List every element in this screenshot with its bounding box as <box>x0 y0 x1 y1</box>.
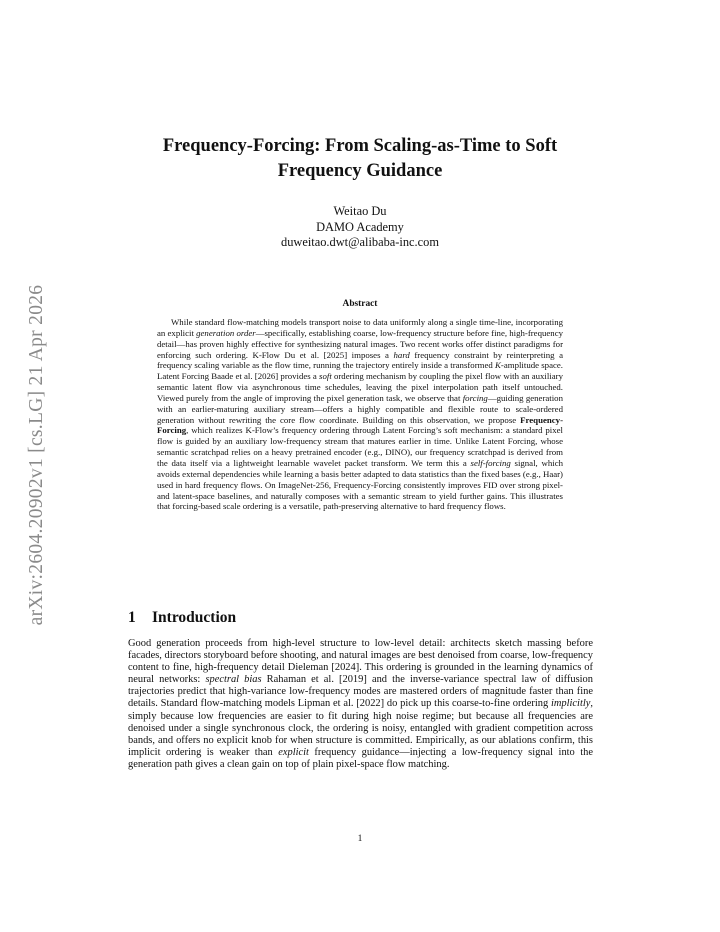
author-email: duweitao.dwt@alibaba-inc.com <box>281 235 439 250</box>
text-run: , simply because low frequencies are easier to fit during high noise regime; but because all frequencies are denoised under a single synchronous clock, the ordering is noisy, entangled with gradient competition across bands, and offers no explicit knob for when structure is committed. Empirically, as our ablations confirm, this implicit ordering is weaker than <box>128 698 593 758</box>
page-number: 1 <box>357 834 363 844</box>
abstract-heading: Abstract <box>342 299 378 309</box>
text-run: Rahaman et al. [2019] and the inverse-variance spectral law of diffusion trajectories predict that high-variance low-frequency modes are mastered orders of magnitude faster than fine details. Standard flow-matching models Lipman et al. [2022] do pick up this coarse-to-fine ordering <box>128 674 593 710</box>
text-run: While standard flow-matching models transport noise to data uniformly along a single time-line, incorporating an explicit <box>157 317 563 338</box>
text-run: implicitly <box>550 698 591 710</box>
abstract-body <box>157 317 563 512</box>
author-block <box>160 204 560 251</box>
title-line-2: Frequency Guidance <box>277 161 443 181</box>
text-run: frequency guidance—injecting a low-frequency signal into the generation path gives a clean gain on top of plain pixel-space flow matching. <box>128 746 593 770</box>
author-affiliation: DAMO Academy <box>316 219 404 234</box>
text-run: forcing <box>462 392 488 403</box>
text-run: Frequency-Forcing <box>157 414 563 436</box>
arxiv-identifier-watermark: arXiv:2604.20902v1 [cs.LG] 21 Apr 2026 <box>26 284 47 626</box>
text-run: Good generation proceeds from high-level structure to low-level detail: architects sketch massing before facades, directors storyboard before shooting, and natural images are best denoised from coarse, low-frequency content to fine, high-frequency detail Dieleman [2024]. This ordering is grounded in the learning dynamics of neural networks: <box>128 638 593 686</box>
text-run: —specifically, establishing coarse, low-frequency structure before fine, high-frequency detail—has proven highly effective for synthesizing natural images. Two recent works offer distinct paradigms for enforcing such ordering. K-Flow Du et al. [2025] imposes a <box>157 327 563 360</box>
section-number: 1 <box>128 609 136 626</box>
text-run: frequency constraint by reinterpreting a frequency scaling variable as the flow time, running the trajectory entirely inside a transformed <box>157 349 563 371</box>
section-title: Introduction <box>152 609 237 626</box>
text-run: spectral bias <box>205 674 262 686</box>
text-run: hard <box>393 349 410 360</box>
paper-title <box>80 134 640 184</box>
text-run: explicit <box>278 746 309 758</box>
text-run: ordering mechanism by coupling the pixel flow with an auxiliary semantic latent flow via asynchronous time schedules, leaving the pixel interpolation path itself untouched. Viewed purely from the angle of improving the pixel generation task, we observe that <box>157 371 563 403</box>
author-name: Weitao Du <box>333 204 387 218</box>
title-line-1: Frequency-Forcing: From Scaling-as-Time to Soft <box>162 136 558 156</box>
text-run: signal, which avoids external dependencies while learning a basis better adapted to data statistics than the fixed bases (e.g., Haar) used in hard frequency flows. On ImageNet-256, Frequency-Forcing consistently improves FID over strong pixel- and latent-space baselines, and naturally composes with a semantic stream to yield further gains. This illustrates that forcing-based scale ordering is a versatile, path-preserving alternative to hard frequency flows. <box>157 457 563 512</box>
text-run: —guiding generation with an earlier-maturing auxiliary stream—offers a highly compatible and flexible route to scale-ordered generation without rewriting the core flow coordinate. Building on this observation, we propose <box>157 392 563 425</box>
text-run: , which realizes K-Flow’s frequency ordering through Latent Forcing’s soft mechanism: a standard pixel flow is guided by an auxiliary low-frequency stream that matures earlier in time. Unlike Latent Forcing, whose semantic scratchpad relies on a heavy pretrained encoder (e.g., DINO), our frequency scratchpad is derived from the data itself via a lightweight learnable wavelet packet transform. We term this a <box>157 425 563 468</box>
introduction-paragraph <box>128 638 593 771</box>
text-run: -amplitude space. Latent Forcing Baade et al. [2026] provides a <box>157 360 563 382</box>
text-run: self-forcing <box>470 457 511 468</box>
text-run: K <box>495 360 501 371</box>
section-heading-introduction <box>128 609 236 627</box>
text-run: soft <box>319 371 332 382</box>
text-run: generation order <box>196 327 256 338</box>
